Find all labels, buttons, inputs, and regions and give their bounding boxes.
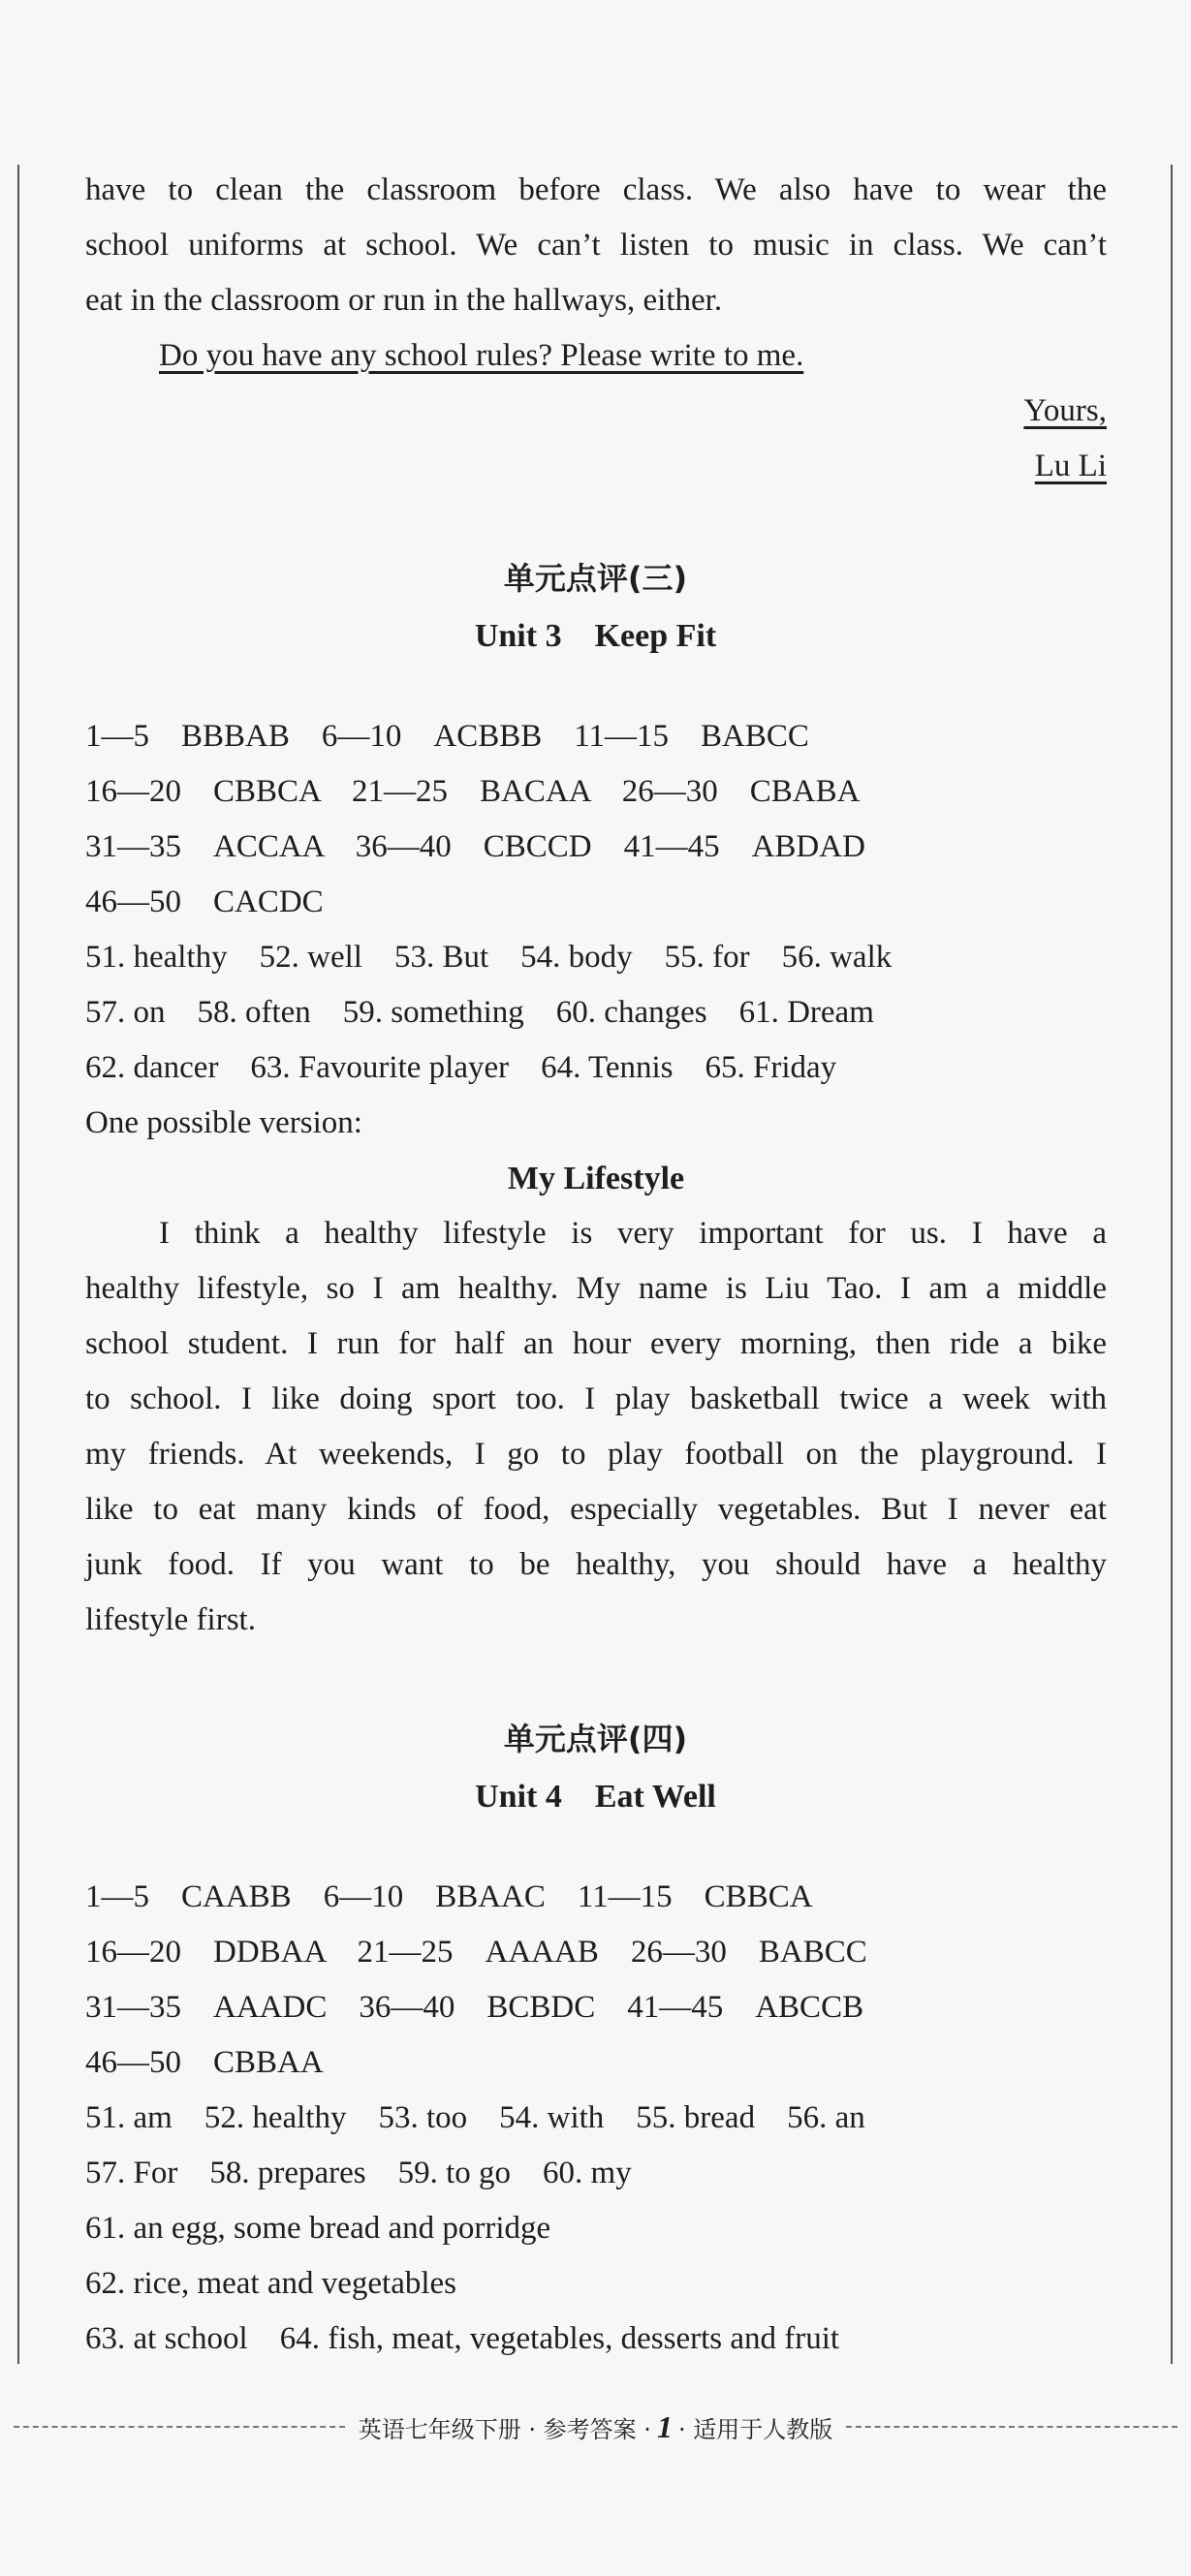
unit4-heading-cn: 单元点评(四) <box>503 1721 688 1757</box>
answer-line: 62. dancer 63. Favourite player 64. Tennis 65. Friday <box>85 1050 837 1085</box>
footer-dash-right <box>846 2426 1177 2428</box>
essay-line: like to eat many kinds of food, especially vegetables. But I never eat <box>85 1492 1107 1527</box>
unit3-heading-cn: 单元点评(三) <box>503 560 688 597</box>
letter-line: school uniforms at school. We can’t listen to music in class. We can’t <box>85 228 1107 263</box>
letter-section <box>85 163 1107 494</box>
underlined-text: Do you have any school rules? Please write to me. <box>159 338 804 373</box>
left-margin-rule <box>17 165 19 2364</box>
essay-title: My Lifestyle <box>507 1161 685 1196</box>
essay-line: school student. I run for half an hour every morning, then ride a bike <box>85 1326 1107 1361</box>
answer-line: 46—50 CBBAA <box>85 2045 324 2080</box>
answer-line: 57. on 58. often 59. something 60. changes 61. Dream <box>85 995 874 1030</box>
essay-line: I think a healthy lifestyle is very important for us. I have a <box>159 1216 1107 1251</box>
closing-text: Yours, <box>1023 393 1107 428</box>
answer-line: 16—20 CBBCA 21—25 BACAA 26—30 CBABA <box>85 774 861 809</box>
footer-dash-left <box>14 2426 345 2428</box>
answer-line: 63. at school 64. fish, meat, vegetables, desserts and fruit <box>85 2321 840 2356</box>
answer-line: 62. rice, meat and vegetables <box>85 2266 456 2301</box>
answer-line: 1—5 CAABB 6—10 BBAAC 11—15 CBBCA <box>85 1879 813 1914</box>
page-number: 1 <box>656 2408 673 2444</box>
essay-line: to school. I like doing sport too. I play basketball twice a week with <box>85 1381 1107 1416</box>
answer-line: 31—35 AAADC 36—40 BCBDC 41—45 ABCCB <box>85 1990 864 2025</box>
unit3-answers <box>85 709 1107 1648</box>
signature-text: Lu Li <box>1034 449 1107 483</box>
answer-line: 51. am 52. healthy 53. too 54. with 55. bread 56. an <box>85 2100 865 2135</box>
essay-line: junk food. If you want to be healthy, you should have a healthy <box>85 1547 1107 1582</box>
footer-left-text: 英语七年级下册 · 参考答案 · <box>358 2415 651 2443</box>
answer-line: 1—5 BBBAB 6—10 ACBBB 11—15 BABCC <box>85 719 809 754</box>
letter-line: eat in the classroom or run in the hallways, either. <box>85 283 723 318</box>
answer-line: 57. For 58. prepares 59. to go 60. my <box>85 2156 632 2190</box>
footer-right-text: · 适用于人教版 <box>677 2415 833 2443</box>
answer-line: 31—35 ACCAA 36—40 CBCCD 41—45 ABDAD <box>85 829 865 864</box>
answer-line: 51. healthy 52. well 53. But 54. body 55. for 56. walk <box>85 940 893 975</box>
answer-line: One possible version: <box>85 1105 362 1140</box>
essay-line: lifestyle first. <box>85 1602 256 1637</box>
essay-line: my friends. At weekends, I go to play football on the playground. I <box>85 1437 1107 1472</box>
unit3-heading-en: Unit 3 Keep Fit <box>474 618 717 654</box>
unit4-heading-en: Unit 4 Eat Well <box>475 1779 716 1815</box>
answer-line: 46—50 CACDC <box>85 885 324 919</box>
answer-line: 61. an egg, some bread and porridge <box>85 2211 551 2246</box>
unit4-answers <box>85 1870 1107 2367</box>
underlined-sentence <box>85 328 1107 384</box>
letter-line: have to clean the classroom before class. We also have to wear the <box>85 172 1107 207</box>
letter-closing <box>85 384 1107 439</box>
page-footer <box>0 2398 1191 2456</box>
answer-line: 16—20 DDBAA 21—25 AAAAB 26—30 BABCC <box>85 1935 867 1970</box>
essay-line: healthy lifestyle, so I am healthy. My name is Liu Tao. I am a middle <box>85 1271 1107 1306</box>
letter-signature <box>85 439 1107 494</box>
right-margin-rule <box>1171 165 1173 2364</box>
